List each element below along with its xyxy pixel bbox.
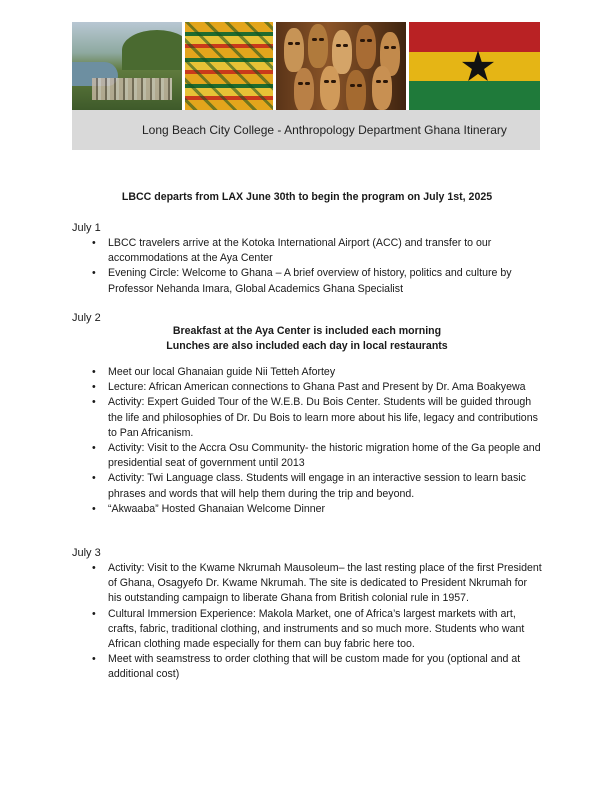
list-item: • Meet our local Ghanaian guide Nii Tetteh Afortey — [72, 365, 542, 380]
coastal-town-photo — [72, 22, 182, 110]
list-item: • Activity: Expert Guided Tour of the W.E.B. Du Bois Center. Students will be guided through the life and philosophies of Dr. Du Bois to learn more about his life, legacy and contributions to Pan Africanism. — [72, 395, 542, 441]
day-list-july-3 — [72, 561, 542, 683]
black-star-icon — [461, 49, 495, 83]
list-item: • LBCC travelers arrive at the Kotoka International Airport (ACC) and transfer to our accommodations at the Aya Center — [72, 236, 542, 266]
photo-strip — [72, 22, 540, 110]
day-heading-july-2: July 2 — [72, 312, 101, 324]
day-heading-july-1: July 1 — [72, 222, 101, 234]
day-list-july-1 — [72, 236, 542, 297]
meal-note-breakfast: Breakfast at the Aya Center is included each morning — [172, 325, 442, 337]
header-banner — [72, 22, 540, 150]
list-item: • Activity: Twi Language class. Students will engage in an interactive session to learn basic phrases and words that will help them during the trip and beyond. — [72, 471, 542, 501]
list-item: • Cultural Immersion Experience: Makola Market, one of Africa’s largest markets with art, crafts, fabric, traditional clothing, and instruments and so much more. Students who want African clothing made especially for them can buy fabric here too. — [72, 607, 542, 653]
carved-masks-photo — [276, 22, 406, 110]
itinerary-title: Long Beach City College - Anthropology Department Ghana Itinerary — [142, 123, 507, 137]
day-heading-july-3: July 3 — [72, 547, 101, 559]
flag-red-stripe — [409, 22, 540, 52]
list-item: • Meet with seamstress to order clothing that will be custom made for you (optional and at additional cost) — [72, 652, 542, 682]
kente-cloth-photo — [185, 22, 273, 110]
list-item: • Evening Circle: Welcome to Ghana – A brief overview of history, politics and culture by Professor Nehanda Imara, Global Academics Ghana Specialist — [72, 266, 542, 296]
list-item: • Activity: Visit to the Kwame Nkrumah Mausoleum– the last resting place of the first President of Ghana, Osagyefo Dr. Kwame Nkrumah. The site is dedicated to President Nkrumah for his outstanding campaign to liberate Ghana from British colonial rule in 1957. — [72, 561, 542, 607]
day-list-july-2 — [72, 365, 542, 517]
list-item: • Lecture: African American connections to Ghana Past and Present by Dr. Ama Boakyewa — [72, 380, 542, 395]
list-item: • Activity: Visit to the Accra Osu Community- the historic migration home of the Ga people and presidential seat of government until 2013 — [72, 441, 542, 471]
ghana-flag-image — [409, 22, 540, 110]
list-item: • “Akwaaba” Hosted Ghanaian Welcome Dinner — [72, 502, 542, 517]
departure-note: LBCC departs from LAX June 30th to begin the program on July 1st, 2025 — [121, 191, 493, 203]
meal-note-lunch: Lunches are also included each day in local restaurants — [166, 340, 448, 352]
flag-green-stripe — [409, 81, 540, 110]
